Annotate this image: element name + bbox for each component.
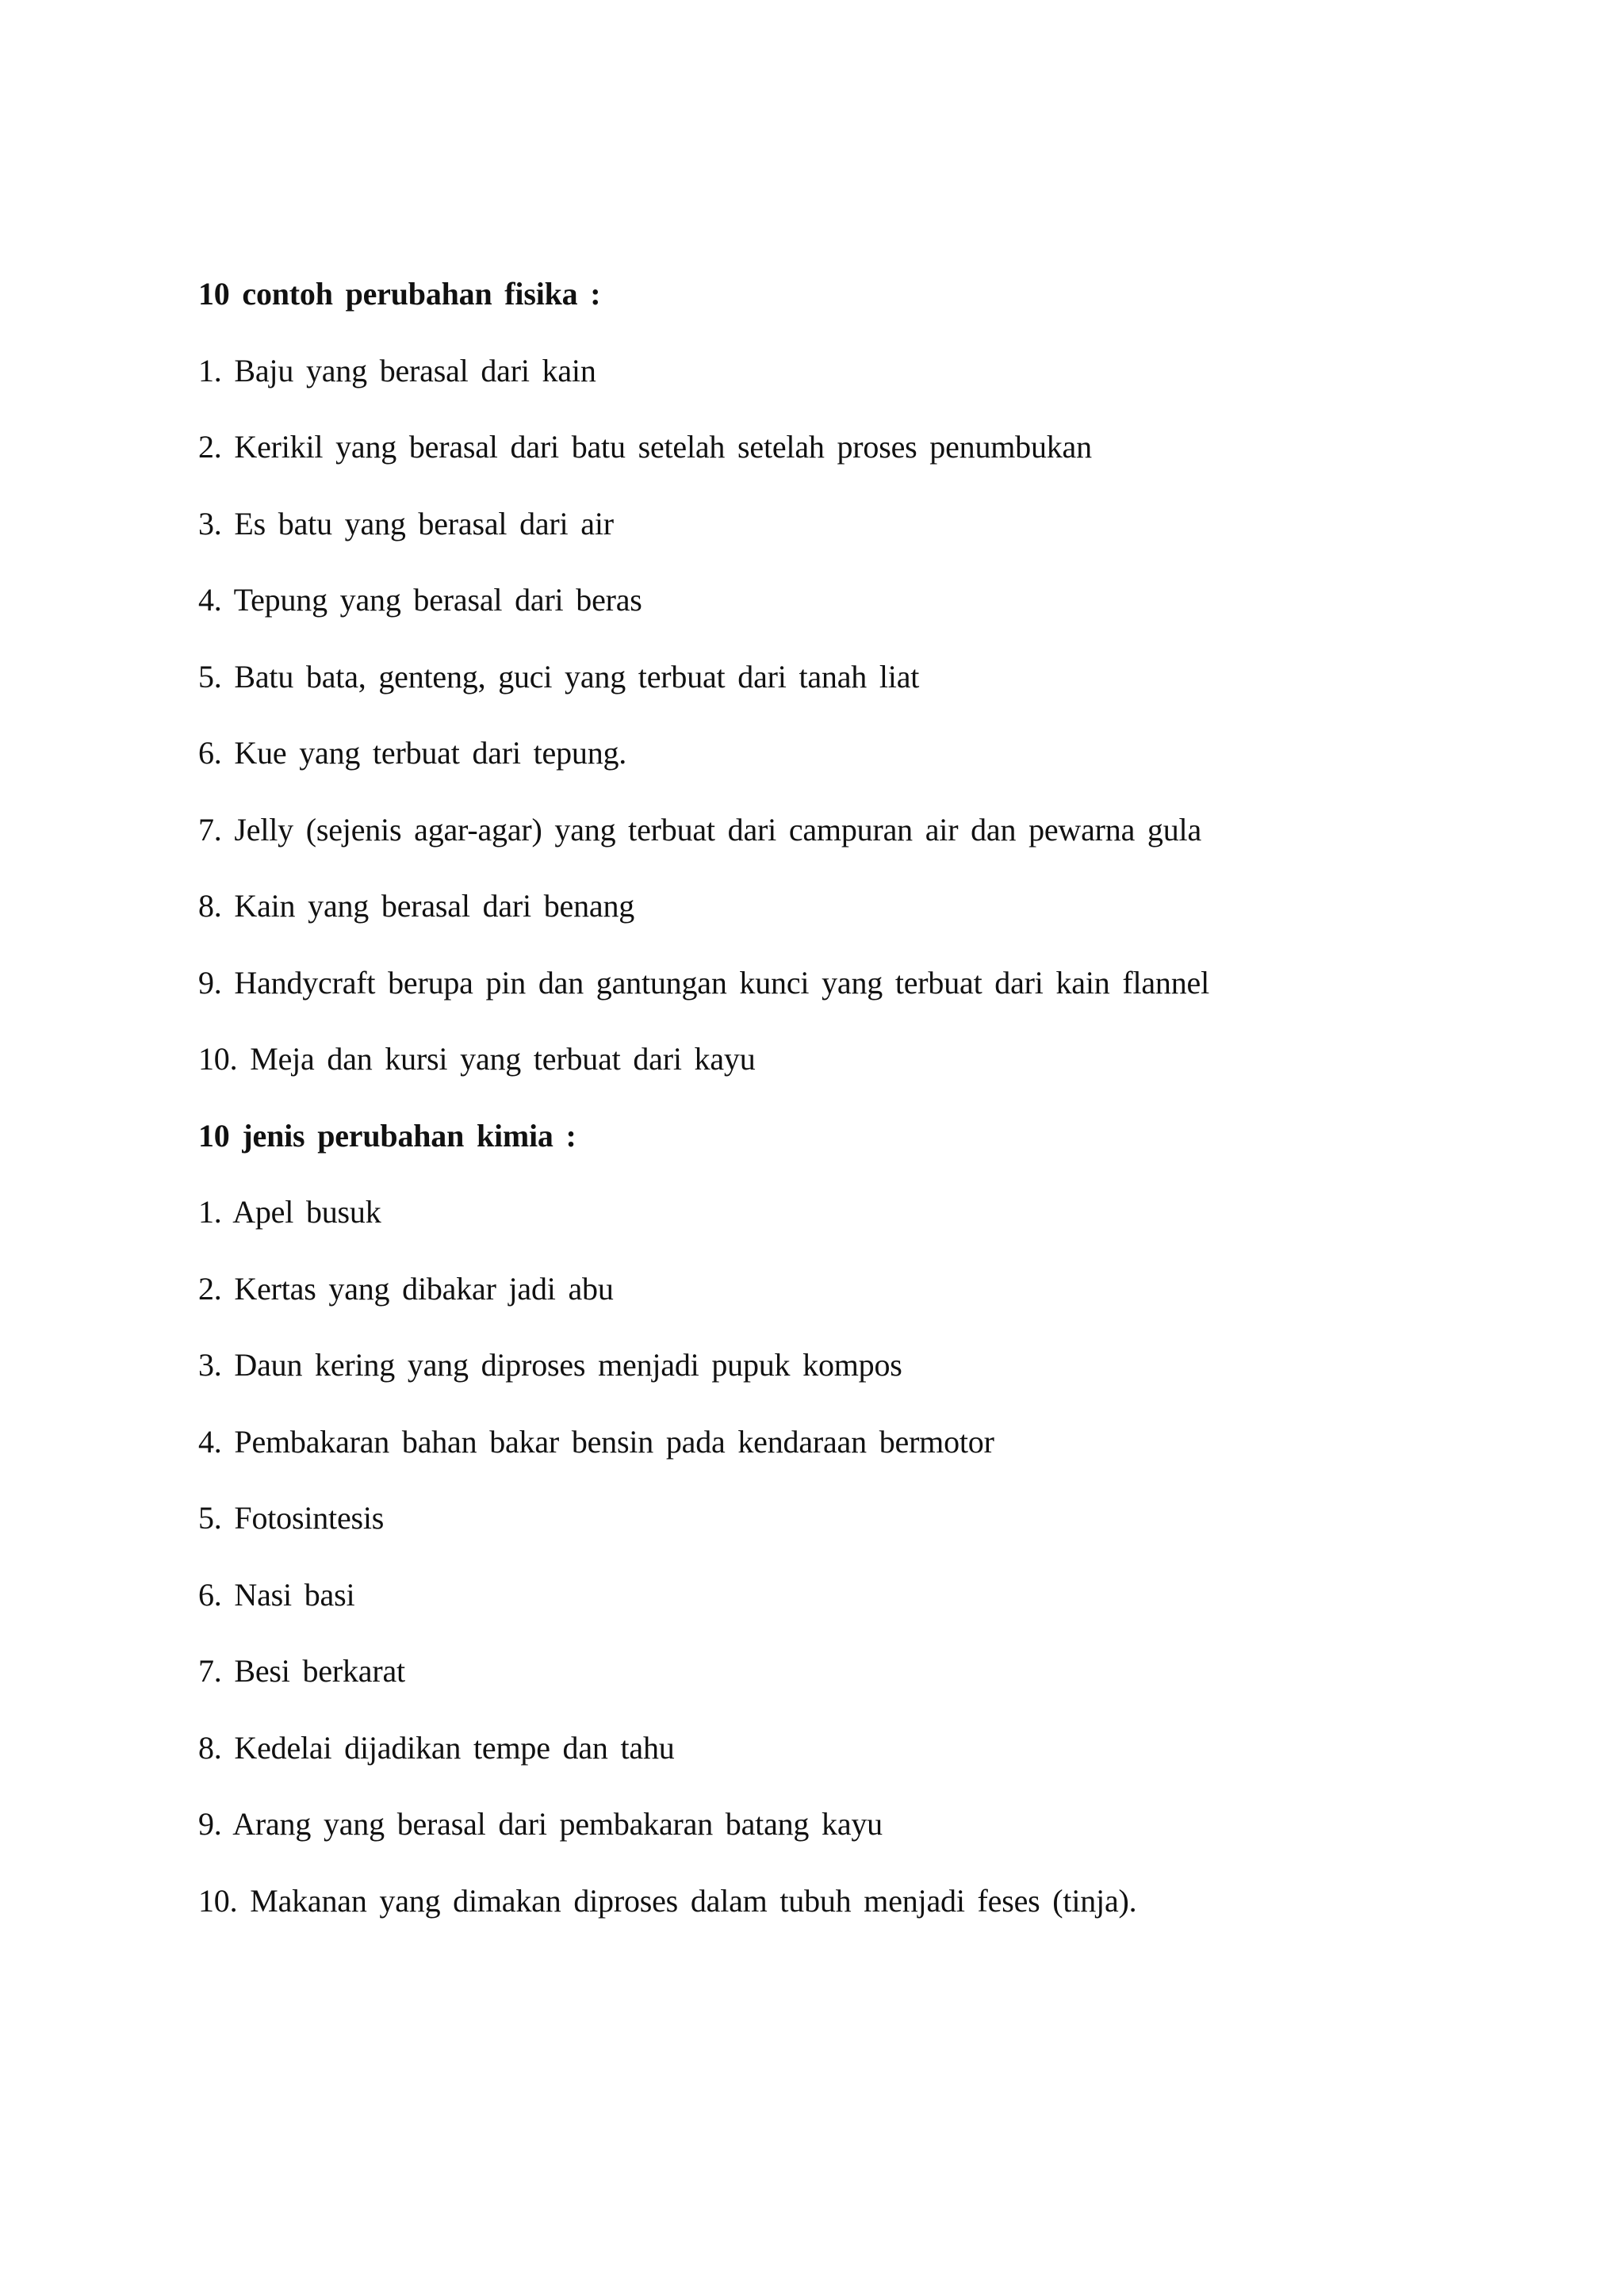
section-heading-chemical-changes: 10 jenis perubahan kimia : bbox=[198, 1117, 576, 1154]
list-item: 10. Makanan yang dimakan diproses dalam tubuh menjadi feses (tinja). bbox=[198, 1882, 1137, 1919]
list-item: 9. Handycraft berupa pin dan gantungan kunci yang terbuat dari kain flannel bbox=[198, 964, 1210, 1001]
list-item: 4. Pembakaran bahan bakar bensin pada kendaraan bermotor bbox=[198, 1423, 994, 1460]
list-item: 2. Kertas yang dibakar jadi abu bbox=[198, 1270, 614, 1307]
list-item: 4. Tepung yang berasal dari beras bbox=[198, 582, 642, 618]
list-item: 6. Kue yang terbuat dari tepung. bbox=[198, 735, 627, 771]
list-item: 1. Apel busuk bbox=[198, 1194, 381, 1230]
document-body bbox=[198, 270, 1467, 1953]
section-heading-physical-changes: 10 contoh perubahan fisika : bbox=[198, 276, 601, 312]
list-item: 5. Batu bata, genteng, guci yang terbuat dari tanah liat bbox=[198, 658, 920, 695]
list-item: 9. Arang yang berasal dari pembakaran batang kayu bbox=[198, 1806, 883, 1842]
list-item: 8. Kedelai dijadikan tempe dan tahu bbox=[198, 1729, 675, 1766]
list-item: 10. Meja dan kursi yang terbuat dari kayu bbox=[198, 1041, 756, 1077]
list-item: 5. Fotosintesis bbox=[198, 1500, 385, 1536]
list-item: 1. Baju yang berasal dari kain bbox=[198, 352, 596, 388]
list-item: 2. Kerikil yang berasal dari batu setelah setelah proses penumbukan bbox=[198, 429, 1092, 465]
list-item: 8. Kain yang berasal dari benang bbox=[198, 888, 635, 924]
list-item: 3. Daun kering yang diproses menjadi pupuk kompos bbox=[198, 1347, 902, 1383]
list-item: 7. Jelly (sejenis agar-agar) yang terbuat dari campuran air dan pewarna gula bbox=[198, 811, 1201, 848]
list-item: 6. Nasi basi bbox=[198, 1576, 355, 1613]
list-item: 3. Es batu yang berasal dari air bbox=[198, 505, 614, 541]
list-item: 7. Besi berkarat bbox=[198, 1653, 405, 1689]
